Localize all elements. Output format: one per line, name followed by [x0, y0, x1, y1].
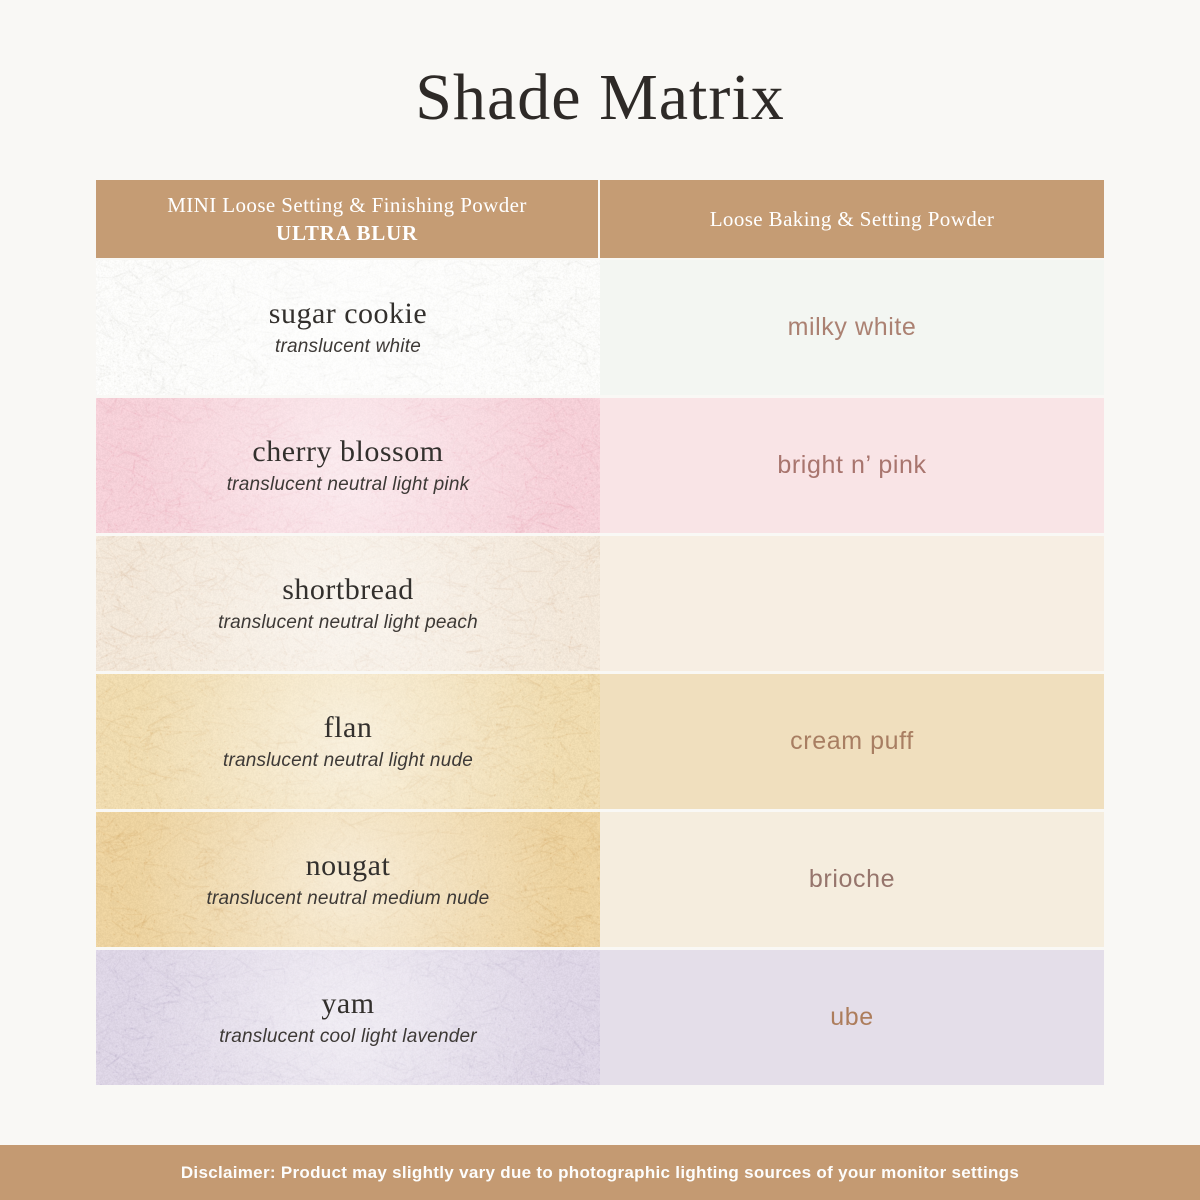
match-shade-name: milky white [787, 313, 917, 341]
shade-description: translucent neutral light peach [218, 612, 478, 633]
shade-description: translucent white [275, 336, 421, 357]
shade-label [96, 435, 600, 496]
table-header-row [96, 180, 1104, 258]
shade-name: nougat [305, 849, 391, 882]
column-header-ultra-blur-line1: MINI Loose Setting & Finishing Powder [167, 192, 527, 217]
column-header-baking-powder [600, 180, 1104, 258]
match-shade-name: bright n’ pink [777, 451, 927, 479]
shade-description: translucent neutral medium nude [206, 888, 490, 909]
shade-name: cherry blossom [252, 435, 444, 468]
shade-label [96, 297, 600, 358]
shade-name: yam [321, 987, 375, 1020]
shade-name: shortbread [282, 573, 414, 606]
shade-name: sugar cookie [268, 297, 428, 330]
table-row [96, 950, 1104, 1085]
shade-description: translucent neutral light pink [226, 474, 470, 495]
shade-description: translucent cool light lavender [219, 1026, 477, 1047]
shade-label [96, 573, 600, 634]
match-cell-bright-n-pink [600, 398, 1104, 533]
swatch-cell-shortbread [96, 536, 600, 671]
column-header-ultra-blur [96, 180, 600, 258]
column-header-ultra-blur-line2: ULTRA BLUR [275, 221, 419, 245]
match-cell-empty [600, 536, 1104, 671]
column-header-baking-powder-line1: Loose Baking & Setting Powder [709, 206, 995, 231]
match-cell-milky-white [600, 260, 1104, 395]
shade-label [96, 711, 600, 772]
table-row [96, 812, 1104, 947]
match-shade-name: brioche [808, 865, 896, 893]
disclaimer-text: Disclaimer: Product may slightly vary due to photographic lighting sources of your monitor settings [180, 1162, 1020, 1182]
shade-description: translucent neutral light nude [223, 750, 473, 771]
match-cell-brioche [600, 812, 1104, 947]
match-shade-name: ube [830, 1003, 874, 1031]
swatch-cell-yam [96, 950, 600, 1085]
table-row [96, 674, 1104, 809]
swatch-cell-cherry-blossom [96, 398, 600, 533]
match-shade-name: cream puff [790, 727, 914, 755]
match-cell-ube [600, 950, 1104, 1085]
page-title: Shade Matrix [415, 61, 785, 134]
shade-name: flan [323, 711, 373, 744]
shade-matrix-table [96, 180, 1104, 1085]
shade-label [96, 987, 600, 1048]
table-row [96, 536, 1104, 671]
swatch-cell-nougat [96, 812, 600, 947]
disclaimer-bar [0, 1145, 1200, 1200]
swatch-cell-sugar-cookie [96, 260, 600, 395]
shade-label [96, 849, 600, 910]
match-cell-cream-puff [600, 674, 1104, 809]
swatch-cell-flan [96, 674, 600, 809]
table-row [96, 398, 1104, 533]
table-row [96, 260, 1104, 395]
